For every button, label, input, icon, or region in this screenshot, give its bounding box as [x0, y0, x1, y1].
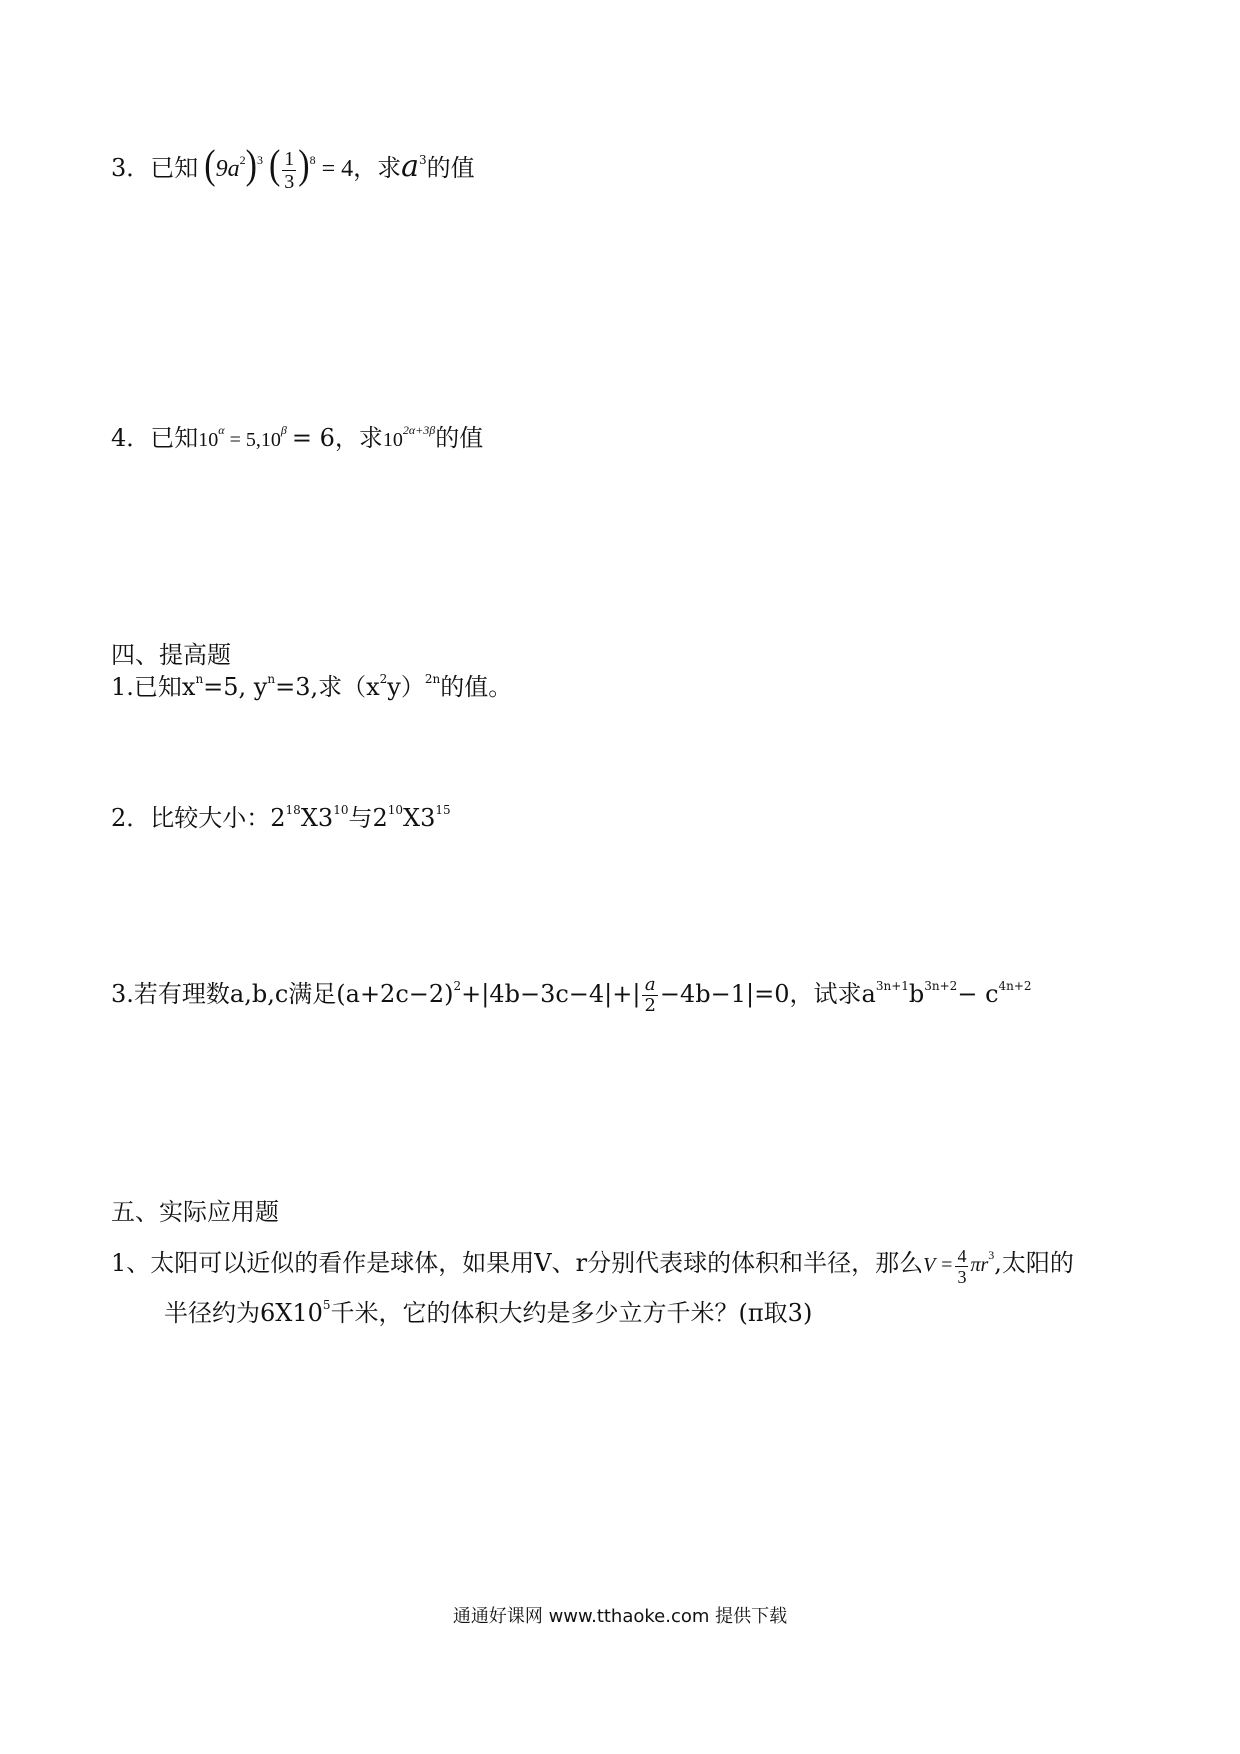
exponent: n [195, 672, 204, 686]
question-text: ，求 [353, 154, 402, 183]
problem-text: 千米，它的体积大约是多少立方千米？(π取3) [330, 1299, 813, 1327]
problem-text: 2．比较大小：2 [111, 804, 286, 832]
section-heading-5: 五、实际应用题 [111, 1198, 279, 1226]
math-term: 9a [215, 156, 240, 183]
exponent: 5 [322, 1298, 331, 1312]
problem-5-1 [111, 1246, 1074, 1287]
problem-4-1 [111, 671, 512, 703]
problem-text: 的值。 [440, 673, 513, 701]
left-paren: ( [268, 143, 281, 188]
exponent: 15 [435, 803, 451, 817]
problem-text: b [908, 980, 925, 1008]
exponent: 3n+1 [875, 979, 909, 993]
problem-text: X3 [300, 804, 334, 832]
exponent: 10 [387, 803, 404, 817]
right-paren: ) [298, 143, 310, 188]
problem-text: 半径约为6X10 [164, 1299, 323, 1327]
exponent: 8 [309, 153, 316, 168]
exponent: 4n+2 [998, 979, 1032, 993]
math-variable: a [401, 149, 420, 185]
problem-text: 3.若有理数a,b,c满足(a+2c−2) [111, 980, 454, 1008]
problem-text: X3 [403, 804, 436, 832]
math-term: = 6，求 [291, 424, 383, 452]
exponent: 3 [988, 1248, 995, 1263]
exponent: 2n [424, 672, 441, 686]
section-heading-4: 四、提高题 [111, 641, 231, 669]
exponent: 10 [333, 803, 349, 817]
question-3 [111, 143, 475, 193]
question-text: 已知 [150, 154, 199, 183]
fraction [955, 1246, 968, 1287]
problem-text: − c [957, 980, 999, 1008]
question-text: 已知 [150, 424, 199, 452]
exponent: 2 [239, 153, 246, 168]
question-4 [111, 422, 483, 456]
problem-text: 与2 [348, 804, 388, 832]
math-term: 10 [382, 429, 403, 451]
exponent: β [280, 423, 287, 437]
problem-text: +|4b−3c−4|+| [461, 980, 641, 1008]
fraction-denominator: 3 [957, 1267, 967, 1287]
math-term: 10 [198, 429, 219, 451]
math-term: = 5,10 [229, 429, 281, 451]
fraction-numerator: 1 [284, 148, 295, 170]
exponent: 18 [285, 803, 301, 817]
footer-credit: 通通好课网 www.tthaoke.com 提供下载 [452, 1606, 788, 1627]
problem-text: =5, y [203, 673, 268, 701]
exponent: 2α+3β [402, 423, 436, 437]
math-term: = 4 [321, 156, 354, 183]
question-text: 的值 [435, 424, 484, 452]
problem-4-3 [111, 975, 1032, 1016]
problem-text: −4b−1|=0，试求a [659, 980, 876, 1008]
problem-text: y） [387, 673, 425, 701]
left-paren: ( [204, 143, 216, 188]
right-paren: ) [245, 143, 257, 188]
question-number: 4． [111, 424, 151, 452]
fraction-denominator: 3 [284, 171, 295, 193]
exponent: 3 [419, 153, 427, 168]
question-number: 3． [111, 154, 151, 183]
exponent: 2 [453, 979, 462, 993]
fraction-denominator: 2 [644, 995, 656, 1016]
problem-5-1-continued [164, 1297, 812, 1329]
math-term: πr [970, 1254, 989, 1277]
exponent: α [218, 423, 225, 437]
fraction-numerator: 4 [957, 1246, 967, 1266]
fraction-numerator: a [642, 975, 657, 996]
exponent: 3 [256, 153, 263, 168]
exponent: 2 [379, 672, 388, 686]
problem-text: 1、太阳可以近似的看作是球体，如果用V、r分别代表球的体积和半径，那么 [111, 1249, 924, 1278]
exponent: n [267, 672, 276, 686]
problem-4-2 [111, 802, 451, 834]
fraction [642, 975, 657, 1016]
question-text: 的值 [426, 154, 475, 183]
exponent: 3n+2 [924, 979, 958, 993]
problem-text: =3,求（x [275, 673, 380, 701]
math-term: V = [923, 1254, 954, 1277]
fraction [282, 148, 296, 193]
problem-text: 1.已知x [111, 673, 196, 701]
problem-text: ,太阳的 [994, 1249, 1074, 1278]
